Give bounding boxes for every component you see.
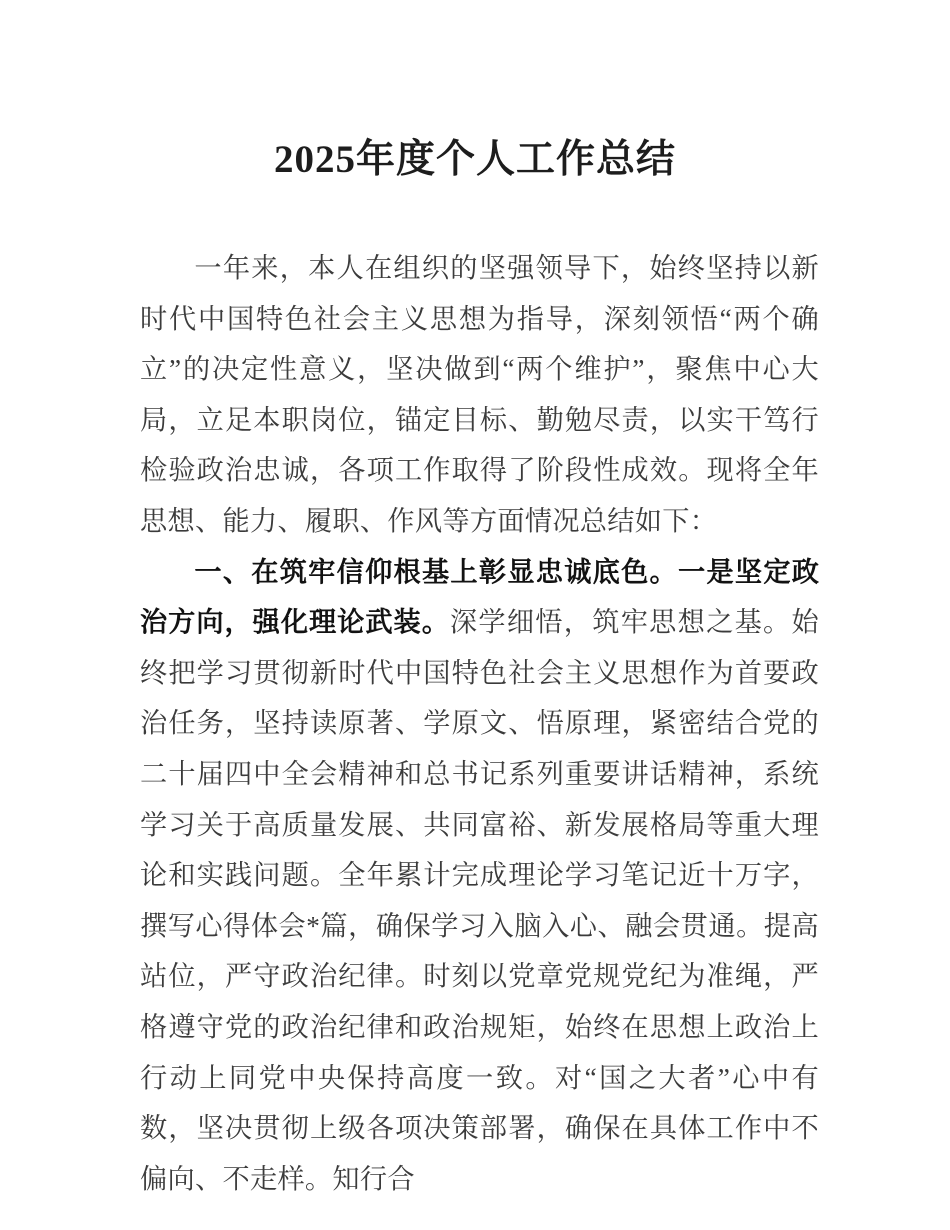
section-heading-one: 一、在筑牢信仰根基上彰显忠诚底色。一是坚定政治方向，强化理论武装。	[140, 555, 819, 638]
section-body-one: 深学细悟，筑牢思想之基。始终把学习贯彻新时代中国特色社会主义思想作为首要政治任务，坚持读原著、学原文、悟原理，紧密结合党的二十届四中全会精神和总书记系列重要讲话精神，系统学习关于高质量发展、共同富裕、新发展格局等重大理论和实践问题。全年累计完成理论学习笔记近十万字，撰写心得体会*篇，确保学习入脑入心、融会贯通。提高站位，严守政治纪律。时刻以党章党规党纪为准绳，严格遵守党的政治纪律和政治规矩，始终在思想上政治上行动上同党中央保持高度一致。对“国之大者”心中有数，坚决贯彻上级各项决策部署，确保在具体工作中不偏向、不走样。知行合	[140, 607, 819, 1194]
page-title: 2025年度个人工作总结	[273, 138, 676, 182]
paragraph-section-one	[140, 547, 819, 1205]
document-body	[140, 243, 819, 1204]
paragraph-opening: 一年来，本人在组织的坚强领导下，始终坚持以新时代中国特色社会主义思想为指导，深刻领悟“两个确立”的决定性意义，坚决做到“两个维护”，聚焦中心大局，立足本职岗位，锚定目标、勤勉尽责，以实干笃行检验政治忠诚，各项工作取得了阶段性成效。现将全年思想、能力、履职、作风等方面情况总结如下：	[140, 253, 819, 536]
